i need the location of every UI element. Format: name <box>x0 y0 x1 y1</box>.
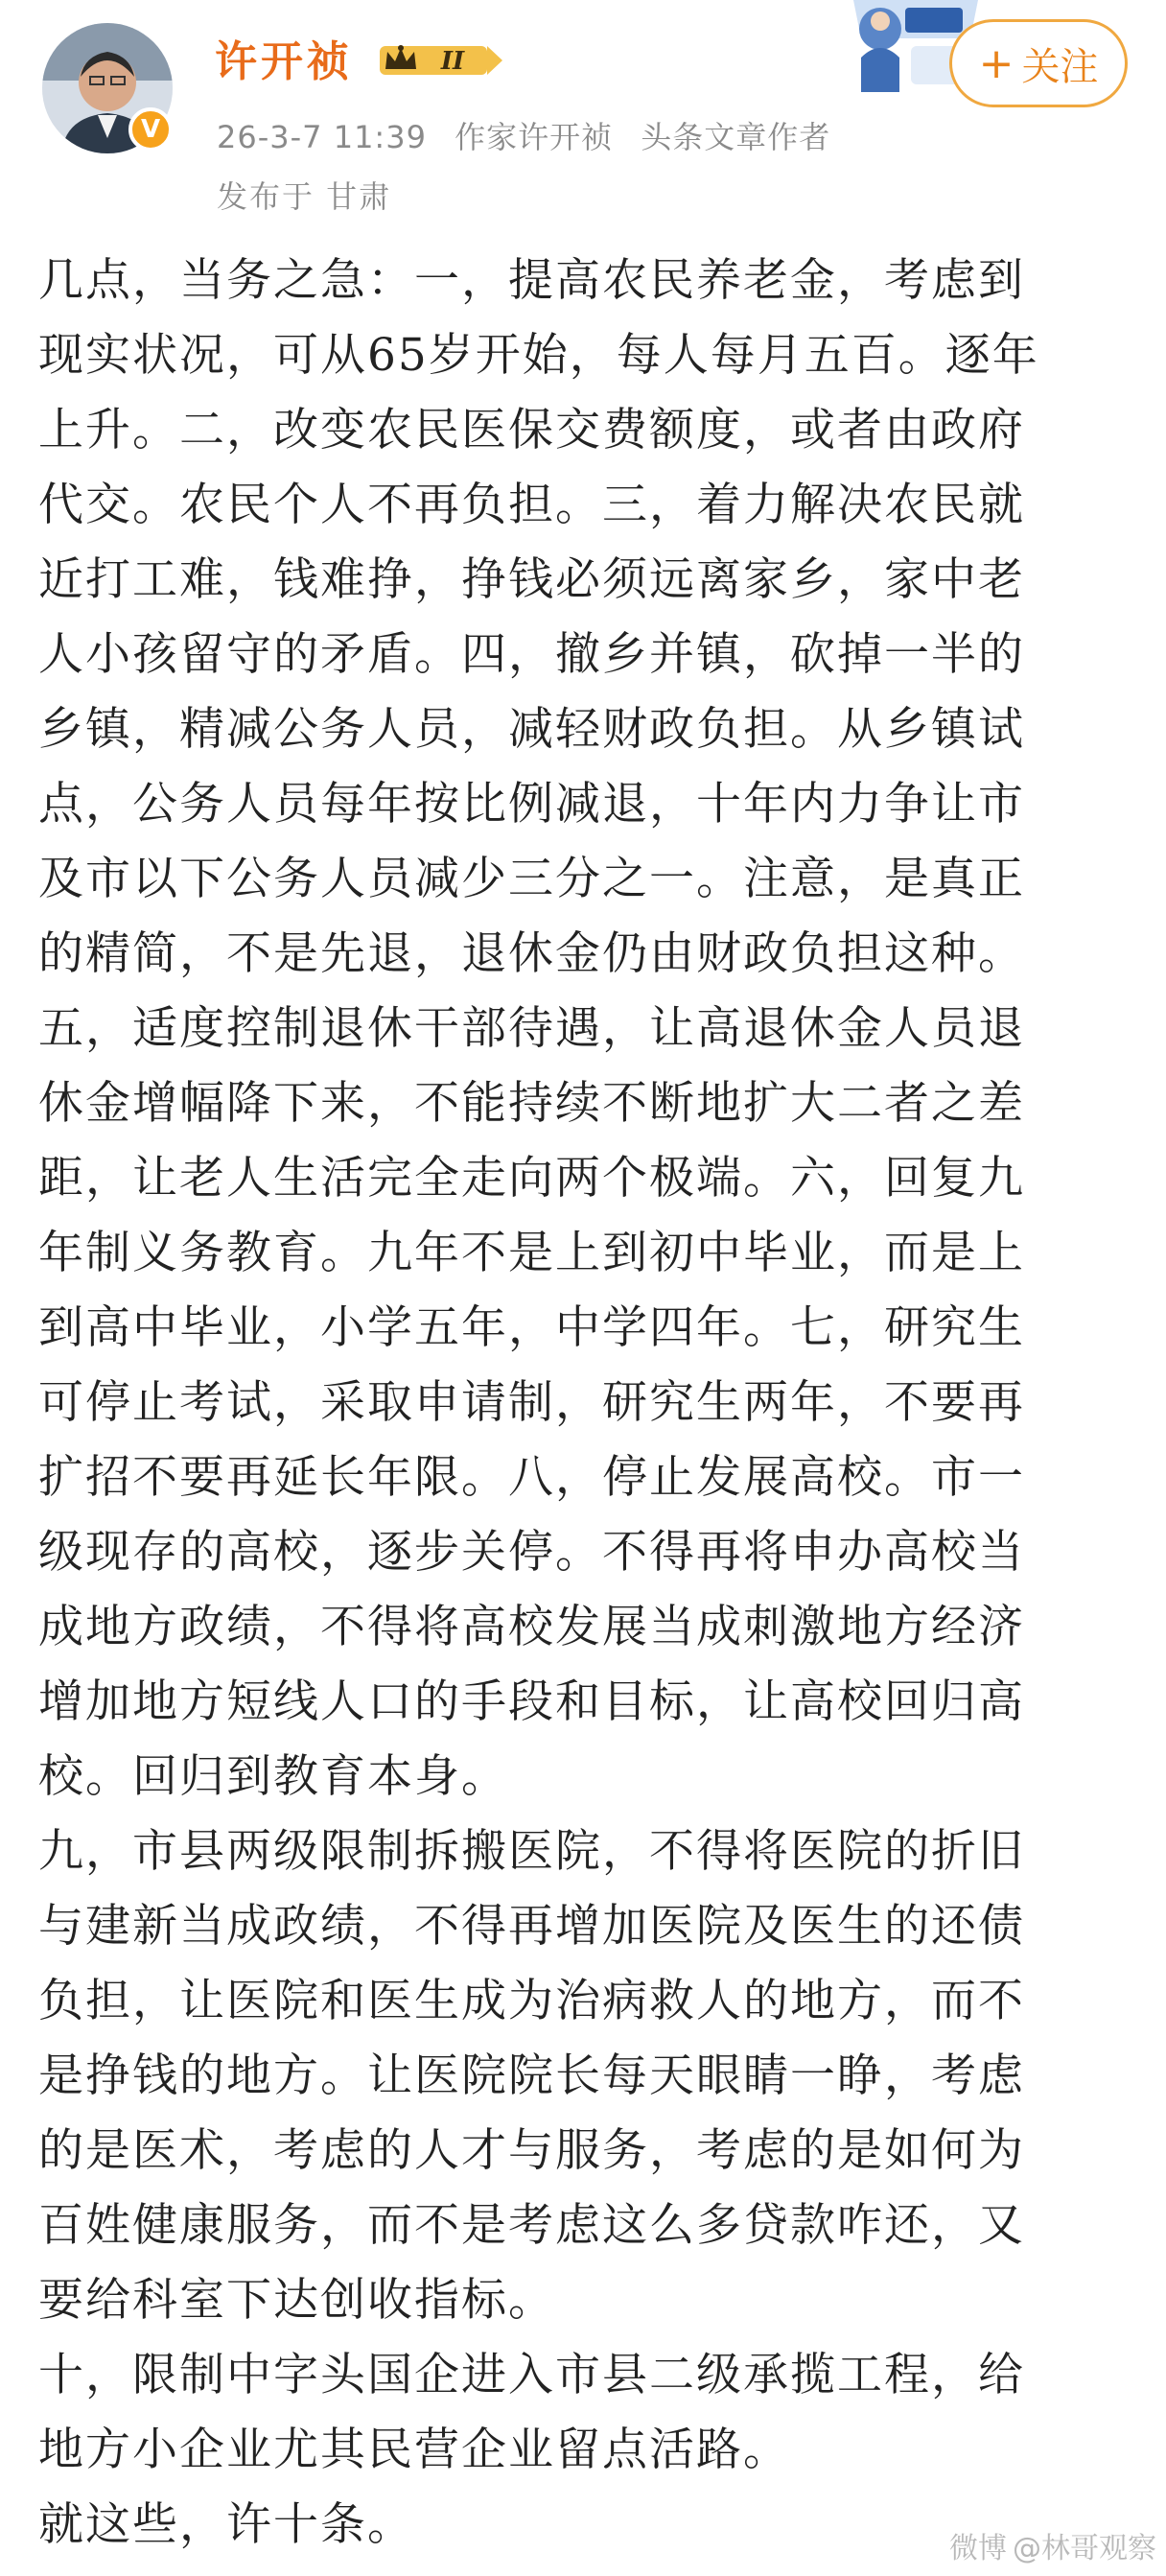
post-line: 的是医术，考虑的人才与服务，考虑的是如何为 <box>38 2124 1025 2177</box>
level-text: II <box>440 47 465 76</box>
follow-button[interactable] <box>949 19 1128 107</box>
post-line: 休金增幅降下来，不能持续不断地扩大二者之差 <box>38 1077 1025 1130</box>
post-line: 百姓健康服务，而不是考虑这么多贷款咋还，又 <box>38 2199 1025 2252</box>
post-line: 负担，让医院和医生成为治病救人的地方，而不 <box>38 1975 1025 2027</box>
post-line: 现实状况，可从65岁开始，每人每月五百。逐年 <box>38 329 1039 382</box>
post-line: 扩招不要再延长年限。八，停止发展高校。市一 <box>38 1451 1025 1504</box>
post-line: 九，市县两级限制拆搬医院，不得将医院的折旧 <box>38 1825 1025 1878</box>
post-line: 近打工难，钱难挣，挣钱必须远离家乡，家中老 <box>38 553 1025 606</box>
verified-badge-icon: V <box>128 107 173 152</box>
post-line: 增加地方短线人口的手段和目标，让高校回归高 <box>38 1675 1025 1728</box>
post-location: 发布于 甘肃 <box>217 178 392 215</box>
level-badge-icon <box>378 40 506 79</box>
post-line: 与建新当成政绩，不得再增加医院及医生的还债 <box>38 1900 1025 1953</box>
post-line: 的精简，不是先退，退休金仍由财政负担这种。 <box>38 927 1025 980</box>
post-line: 几点，当务之急：一，提高农民养老金，考虑到 <box>38 254 1025 307</box>
post-line: 成地方政绩，不得将高校发展当成刺激地方经济 <box>38 1601 1025 1653</box>
weibo-icon: 微博 <box>949 2532 1007 2565</box>
post-line: 要给科室下达创收指标。 <box>38 2274 555 2327</box>
post-line: 代交。农民个人不再负担。三，着力解决农民就 <box>38 479 1025 531</box>
post-line: 十，限制中字头国企进入市县二级承揽工程，给 <box>38 2349 1025 2401</box>
post-line: 五，适度控制退休干部待遇，让高退休金人员退 <box>38 1002 1025 1055</box>
author-tag-writer: 作家许开祯 <box>455 119 614 155</box>
post-line: 乡镇，精减公务人员，减轻财政负担。从乡镇试 <box>38 703 1025 756</box>
post-line: 上升。二，改变农民医保交费额度，或者由政府 <box>38 404 1025 457</box>
follow-label: 关注 <box>1021 44 1099 89</box>
post-line: 距，让老人生活完全走向两个极端。六，回复九 <box>38 1152 1025 1205</box>
post-line: 就这些，许十条。 <box>38 2498 414 2551</box>
post-line: 地方小企业尤其民营企业留点活路。 <box>38 2424 790 2476</box>
author-tag-toutiao: 头条文章作者 <box>641 119 831 155</box>
post-body <box>38 244 1131 2563</box>
post-line: 校。回归到教育本身。 <box>38 1750 508 1803</box>
post-line: 级现存的高校，逐步关停。不得再将申办高校当 <box>38 1526 1025 1579</box>
post-line: 可停止考试，采取申请制，研究生两年，不要再 <box>38 1376 1025 1429</box>
post-line: 是挣钱的地方。让医院院长每天眼睛一睁，考虑 <box>38 2049 1025 2102</box>
post-meta <box>217 113 848 157</box>
post-line: 点，公务人员每年按比例减退，十年内力争让市 <box>38 778 1025 831</box>
post-line: 人小孩留守的矛盾。四，撤乡并镇，砍掉一半的 <box>38 628 1025 681</box>
post-line: 及市以下公务人员减少三分之一。注意，是真正 <box>38 853 1025 905</box>
post-line: 年制义务教育。九年不是上到初中毕业，而是上 <box>38 1227 1025 1279</box>
weibo-watermark <box>949 2524 1156 2566</box>
plus-icon: + <box>978 38 1014 88</box>
author-name[interactable]: 许开祯 <box>215 37 353 86</box>
post-line: 到高中毕业，小学五年，中学四年。七，研究生 <box>38 1301 1025 1354</box>
post-header <box>0 0 1166 230</box>
watermark-handle: @林哥观察 <box>1013 2532 1156 2565</box>
post-time: 26-3-7 11:39 <box>217 119 427 155</box>
